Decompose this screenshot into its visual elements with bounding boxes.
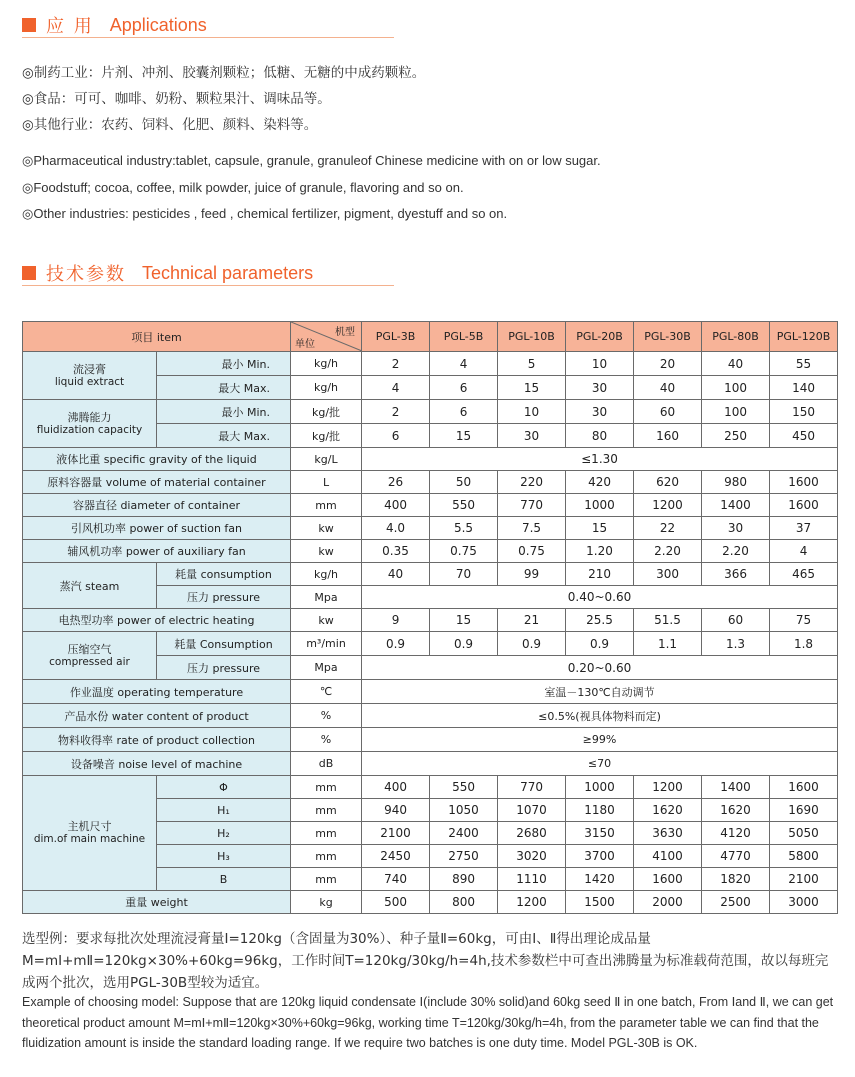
value-cell: 2100 <box>362 822 430 845</box>
value-cell: 5.5 <box>430 517 498 540</box>
value-cell: 250 <box>702 424 770 448</box>
row-label: 容器直径 diameter of container <box>23 494 291 517</box>
value-cell: 30 <box>702 517 770 540</box>
table-row <box>23 704 838 728</box>
unit-cell: mm <box>291 494 362 517</box>
unit-cell: kg/L <box>291 448 362 471</box>
value-cell: 800 <box>430 891 498 914</box>
unit-cell: L <box>291 471 362 494</box>
row-label-air <box>23 632 157 680</box>
value-cell: 25.5 <box>566 609 634 632</box>
value-cell: 4120 <box>702 822 770 845</box>
list-item: ◎Foodstuff; cocoa, coffee, milk powder, juice of granule, flavoring and so on. <box>22 179 464 195</box>
list-item: ◎食品：可可、咖啡、奶粉、颗粒果汁、调味品等。 <box>22 91 331 107</box>
value-cell: 22 <box>634 517 702 540</box>
value-cell: 75 <box>770 609 838 632</box>
row-label: 电热型功率 power of electric heating <box>23 609 291 632</box>
value-cell: 30 <box>566 400 634 424</box>
selection-example-zh: 选型例：要求每批次处理流浸膏量Ⅰ=120kg（含固量为30%）、种子量Ⅱ=60kg，可由Ⅰ、Ⅱ得出理论成品量M=mⅠ+mⅡ=120kg×30%+60kg=96kg，工作时间T=120kg/30kg/h=4h,技术参数栏中可查出沸腾量为标准载荷范围，故以每班完成两个批次，选用PGL-30B型较为适宜。 <box>22 931 829 991</box>
value-cell: 0.40~0.60 <box>362 586 838 609</box>
divider <box>22 37 394 38</box>
value-cell: 4 <box>362 376 430 400</box>
dim-symbol: H₁ <box>157 799 291 822</box>
table-row <box>23 609 838 632</box>
value-cell: 3630 <box>634 822 702 845</box>
value-cell: 400 <box>362 776 430 799</box>
value-cell: 37 <box>770 517 838 540</box>
dim-symbol: B <box>157 868 291 891</box>
row-label: 辅风机功率 power of auxiliary fan <box>23 540 291 563</box>
table-row <box>23 517 838 540</box>
header-unit: 单位 <box>295 339 316 350</box>
value-cell: 1.8 <box>770 632 838 656</box>
table-row <box>23 352 838 376</box>
selection-example-en: Example of choosing model: Suppose that are 120kg liquid condensate Ⅰ(include 30% solid)and 60kg seed Ⅱ in one batch, From Ⅰand Ⅱ, we can get theoretical product amount M=mⅠ+mⅡ=120kg×30%+60kg=96kg, working time T=120kg/30kg/h=4h, from the parameter table we can find that the fluidization amount is inside the standard loading range. If we require two batches is one duty time. Model PGL-30B is OK. <box>22 995 834 1050</box>
value-cell: 980 <box>702 471 770 494</box>
unit-cell: kg/批 <box>291 424 362 448</box>
table-row <box>23 563 838 586</box>
value-cell: 4770 <box>702 845 770 868</box>
applications-heading <box>22 12 207 38</box>
value-cell: 140 <box>770 376 838 400</box>
applications-title-zh: 应 用 <box>46 16 94 37</box>
row-label: 设备噪音 noise level of machine <box>23 752 291 776</box>
row-label-steam: 蒸汽 steam <box>23 563 157 609</box>
value-cell: 2000 <box>634 891 702 914</box>
technical-title-en: Technical parameters <box>142 262 314 283</box>
label-en: fluidization capacity <box>36 423 143 436</box>
value-cell: 9 <box>362 609 430 632</box>
value-cell: 2.20 <box>702 540 770 563</box>
list-item: ◎Pharmaceutical industry:tablet, capsule, granule, granuleof Chinese medicine with on or low sugar. <box>22 153 601 168</box>
value-cell: 2680 <box>498 822 566 845</box>
dim-symbol: H₃ <box>157 845 291 868</box>
value-cell: 1600 <box>770 471 838 494</box>
unit-cell: kg/批 <box>291 400 362 424</box>
value-cell: 0.9 <box>430 632 498 656</box>
value-cell: 6 <box>430 376 498 400</box>
value-cell: ≥99% <box>362 728 838 752</box>
value-cell: 890 <box>430 868 498 891</box>
value-cell: 0.75 <box>430 540 498 563</box>
table-row <box>23 632 838 656</box>
unit-cell: mm <box>291 845 362 868</box>
value-cell: 366 <box>702 563 770 586</box>
unit-cell: kg/h <box>291 376 362 400</box>
sub-label: 耗量 consumption <box>157 563 291 586</box>
unit-cell: mm <box>291 822 362 845</box>
value-cell: 150 <box>770 400 838 424</box>
unit-cell: Mpa <box>291 586 362 609</box>
header-model-name: PGL-80B <box>702 322 770 352</box>
value-cell: 1690 <box>770 799 838 822</box>
unit-cell: mm <box>291 776 362 799</box>
table-row <box>23 400 838 424</box>
value-cell: 1050 <box>430 799 498 822</box>
row-label-liquid <box>23 352 157 400</box>
value-cell: 2450 <box>362 845 430 868</box>
divider <box>22 285 394 286</box>
value-cell: 4 <box>770 540 838 563</box>
value-cell: 1.3 <box>702 632 770 656</box>
unit-cell: Mpa <box>291 656 362 680</box>
unit-cell: kg <box>291 891 362 914</box>
value-cell: 0.20~0.60 <box>362 656 838 680</box>
value-cell: 770 <box>498 776 566 799</box>
table-row <box>23 728 838 752</box>
value-cell: 210 <box>566 563 634 586</box>
table-row <box>23 448 838 471</box>
value-cell: 60 <box>634 400 702 424</box>
value-cell: 3150 <box>566 822 634 845</box>
value-cell: 室温－130℃自动调节 <box>362 680 838 704</box>
value-cell: 40 <box>702 352 770 376</box>
value-cell: 4100 <box>634 845 702 868</box>
header-item: 项目 item <box>23 322 291 352</box>
label-zh: 沸腾能力 <box>67 410 112 424</box>
header-model-name: PGL-20B <box>566 322 634 352</box>
value-cell: 1.1 <box>634 632 702 656</box>
label-zh: 流浸膏 <box>73 362 106 376</box>
list-item: ◎Other industries: pesticides , feed , chemical fertilizer, pigment, dyestuff and so on. <box>22 206 508 221</box>
row-label: 重量 weight <box>23 891 291 914</box>
row-label: 作业温度 operating temperature <box>23 680 291 704</box>
value-cell: 465 <box>770 563 838 586</box>
value-cell: 5 <box>498 352 566 376</box>
unit-cell: kg/h <box>291 352 362 376</box>
value-cell: 30 <box>498 424 566 448</box>
unit-cell: kw <box>291 517 362 540</box>
value-cell: 5800 <box>770 845 838 868</box>
value-cell: 2100 <box>770 868 838 891</box>
label-en: liquid extract <box>54 375 125 388</box>
value-cell: 160 <box>634 424 702 448</box>
table-row <box>23 776 838 799</box>
value-cell: 1110 <box>498 868 566 891</box>
unit-cell: % <box>291 704 362 728</box>
technical-title-zh: 技术参数 <box>46 264 126 285</box>
header-model-name: PGL-10B <box>498 322 566 352</box>
header-model-name: PGL-3B <box>362 322 430 352</box>
header-model-name: PGL-120B <box>770 322 838 352</box>
value-cell: ≤70 <box>362 752 838 776</box>
technical-heading <box>22 260 313 286</box>
value-cell: 20 <box>634 352 702 376</box>
header-model: 机型 <box>335 327 356 338</box>
value-cell: 15 <box>430 424 498 448</box>
value-cell: 15 <box>498 376 566 400</box>
square-bullet-icon <box>22 266 36 280</box>
value-cell: 3700 <box>566 845 634 868</box>
label-zh: 压缩空气 <box>67 642 112 656</box>
table-row <box>23 752 838 776</box>
sub-label: 耗量 Consumption <box>157 632 291 656</box>
spec-table <box>22 321 838 914</box>
value-cell: 770 <box>498 494 566 517</box>
value-cell: 100 <box>702 400 770 424</box>
sub-label: 最小 Min. <box>157 352 291 376</box>
value-cell: 100 <box>702 376 770 400</box>
value-cell: 5050 <box>770 822 838 845</box>
value-cell: 40 <box>634 376 702 400</box>
value-cell: 2500 <box>702 891 770 914</box>
value-cell: 1600 <box>770 494 838 517</box>
table-row <box>23 891 838 914</box>
value-cell: 0.35 <box>362 540 430 563</box>
row-label-fluidization <box>23 400 157 448</box>
value-cell: 4.0 <box>362 517 430 540</box>
header-model-unit <box>291 322 362 352</box>
unit-cell: m³/min <box>291 632 362 656</box>
value-cell: 15 <box>430 609 498 632</box>
value-cell: 0.75 <box>498 540 566 563</box>
value-cell: 1600 <box>770 776 838 799</box>
value-cell: 1600 <box>634 868 702 891</box>
unit-cell: mm <box>291 799 362 822</box>
table-header-row <box>23 322 838 352</box>
value-cell: 1400 <box>702 776 770 799</box>
value-cell: 2750 <box>430 845 498 868</box>
unit-cell: % <box>291 728 362 752</box>
square-bullet-icon <box>22 18 36 32</box>
row-label: 原料容器量 volume of material container <box>23 471 291 494</box>
unit-cell: mm <box>291 868 362 891</box>
value-cell: 400 <box>362 494 430 517</box>
label-en: compressed air <box>49 655 130 668</box>
label-zh: 主机尺寸 <box>67 820 112 833</box>
sub-label: 压力 pressure <box>157 656 291 680</box>
value-cell: 2.20 <box>634 540 702 563</box>
value-cell: 2 <box>362 400 430 424</box>
value-cell: 1070 <box>498 799 566 822</box>
list-item: ◎制药工业：片剂、冲剂、胶囊剂颗粒；低糖、无糖的中成药颗粒。 <box>22 65 426 81</box>
table-row <box>23 540 838 563</box>
value-cell: 1000 <box>566 494 634 517</box>
row-label-dimensions <box>23 776 157 891</box>
value-cell: ≤0.5%(视具体物料而定) <box>362 704 838 728</box>
value-cell: 30 <box>566 376 634 400</box>
applications-list-en <box>22 148 601 228</box>
header-model-name: PGL-5B <box>430 322 498 352</box>
value-cell: 21 <box>498 609 566 632</box>
value-cell: 1200 <box>498 891 566 914</box>
value-cell: 10 <box>498 400 566 424</box>
value-cell: 550 <box>430 494 498 517</box>
value-cell: 3000 <box>770 891 838 914</box>
value-cell: 80 <box>566 424 634 448</box>
row-label: 产品水份 water content of product <box>23 704 291 728</box>
unit-cell: kw <box>291 609 362 632</box>
value-cell: 1500 <box>566 891 634 914</box>
sub-label: 压力 pressure <box>157 586 291 609</box>
value-cell: 1420 <box>566 868 634 891</box>
value-cell: 50 <box>430 471 498 494</box>
value-cell: 70 <box>430 563 498 586</box>
sub-label: 最大 Max. <box>157 424 291 448</box>
value-cell: 4 <box>430 352 498 376</box>
value-cell: 2 <box>362 352 430 376</box>
value-cell: 99 <box>498 563 566 586</box>
value-cell: 1620 <box>702 799 770 822</box>
unit-cell: dB <box>291 752 362 776</box>
table-row <box>23 680 838 704</box>
value-cell: 450 <box>770 424 838 448</box>
unit-cell: kw <box>291 540 362 563</box>
list-item: ◎其他行业：农药、饲料、化肥、颜料、染料等。 <box>22 117 318 133</box>
value-cell: 3020 <box>498 845 566 868</box>
value-cell: ≤1.30 <box>362 448 838 471</box>
unit-cell: kg/h <box>291 563 362 586</box>
dim-symbol: Φ <box>157 776 291 799</box>
value-cell: 7.5 <box>498 517 566 540</box>
value-cell: 740 <box>362 868 430 891</box>
value-cell: 1200 <box>634 494 702 517</box>
value-cell: 55 <box>770 352 838 376</box>
value-cell: 500 <box>362 891 430 914</box>
dim-symbol: H₂ <box>157 822 291 845</box>
value-cell: 940 <box>362 799 430 822</box>
applications-title-en: Applications <box>109 14 207 35</box>
table-row <box>23 471 838 494</box>
header-model-name: PGL-30B <box>634 322 702 352</box>
value-cell: 0.9 <box>498 632 566 656</box>
sub-label: 最大 Max. <box>157 376 291 400</box>
value-cell: 1.20 <box>566 540 634 563</box>
value-cell: 1400 <box>702 494 770 517</box>
value-cell: 220 <box>498 471 566 494</box>
label-en: dim.of main machine <box>33 833 146 845</box>
value-cell: 6 <box>430 400 498 424</box>
value-cell: 0.9 <box>566 632 634 656</box>
row-label: 物料收得率 rate of product collection <box>23 728 291 752</box>
value-cell: 10 <box>566 352 634 376</box>
value-cell: 1180 <box>566 799 634 822</box>
row-label: 液体比重 specific gravity of the liquid <box>23 448 291 471</box>
value-cell: 40 <box>362 563 430 586</box>
applications-list-zh <box>22 60 425 138</box>
value-cell: 620 <box>634 471 702 494</box>
value-cell: 1820 <box>702 868 770 891</box>
value-cell: 420 <box>566 471 634 494</box>
value-cell: 1200 <box>634 776 702 799</box>
row-label: 引风机功率 power of suction fan <box>23 517 291 540</box>
value-cell: 51.5 <box>634 609 702 632</box>
sub-label: 最小 Min. <box>157 400 291 424</box>
value-cell: 6 <box>362 424 430 448</box>
value-cell: 60 <box>702 609 770 632</box>
value-cell: 550 <box>430 776 498 799</box>
value-cell: 1000 <box>566 776 634 799</box>
value-cell: 1620 <box>634 799 702 822</box>
unit-cell: ℃ <box>291 680 362 704</box>
table-row <box>23 494 838 517</box>
value-cell: 15 <box>566 517 634 540</box>
value-cell: 26 <box>362 471 430 494</box>
value-cell: 2400 <box>430 822 498 845</box>
value-cell: 300 <box>634 563 702 586</box>
value-cell: 0.9 <box>362 632 430 656</box>
